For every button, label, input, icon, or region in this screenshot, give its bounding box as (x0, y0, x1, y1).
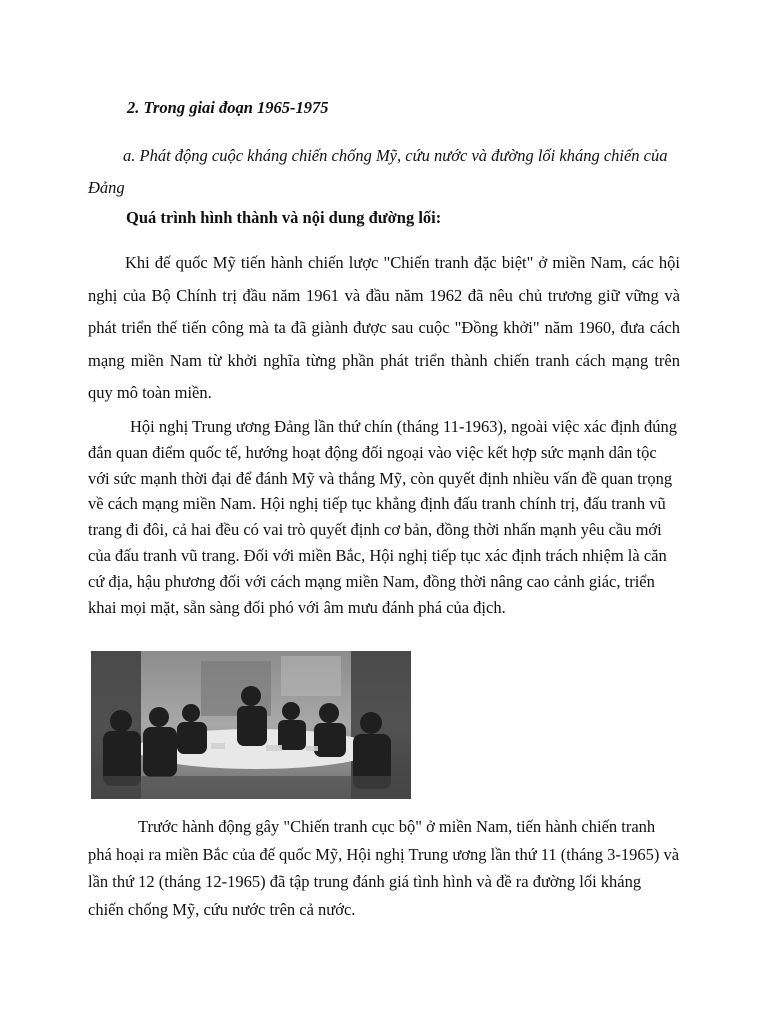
historical-meeting-photo (91, 651, 411, 799)
paragraph-2: Hội nghị Trung ương Đảng lần thứ chín (tháng 11-1963), ngoài việc xác định đúng đắn quan điểm quốc tế, hướng hoạt động đối ngoại vào việc kết hợp sức mạnh dân tộc với sức mạnh thời đại để đánh Mỹ và thắng Mỹ, còn quyết định nhiều vấn đề quan trọng về cách mạng miền Nam. Hội nghị tiếp tục khẳng định đấu tranh chính trị, đấu tranh vũ trang đi đôi, cả hai đều có vai trò quyết định cơ bản, đồng thời nhấn mạnh yêu cầu mới của đấu tranh vũ trang. Đối với miền Bắc, Hội nghị tiếp tục xác định trách nhiệm là căn cứ địa, hậu phương đối với cách mạng miền Nam, đồng thời nâng cao cảnh giác, triển khai mọi mặt, sẵn sàng đối phó với âm mưu đánh phá của địch. (88, 417, 678, 617)
section-heading: 2. Trong giai đoạn 1965-1975 (127, 98, 329, 117)
paragraph-3: Trước hành động gây "Chiến tranh cục bộ" ở miền Nam, tiến hành chiến tranh phá hoại ra miền Bắc của đế quốc Mỹ, Hội nghị Trung ương lần thứ 11 (tháng 3-1965) và lần thứ 12 (tháng 12-1965) đã tập trung đánh giá tình hình và đề ra đường lối kháng chiến chống Mỹ, cứu nước trên cả nước. (88, 817, 680, 919)
subsection-heading: a. Phát động cuộc kháng chiến chống Mỹ, cứu nước và đường lối kháng chiến của Đảng (88, 146, 668, 197)
paragraph-1: Khi đế quốc Mỹ tiến hành chiến lược "Chiến tranh đặc biệt" ở miền Nam, các hội nghị của Bộ Chính trị đầu năm 1961 và đầu năm 1962 đã nêu chủ trương giữ vững và phát triển thế tiến công mà ta đã giành được sau cuộc "Đồng khởi" năm 1960, đưa cách mạng miền Nam từ khởi nghĩa từng phần phát triển thành chiến tranh cách mạng trên quy mô toàn miền. (88, 253, 680, 402)
bold-heading: Quá trình hình thành và nội dung đường lối: (126, 208, 442, 227)
